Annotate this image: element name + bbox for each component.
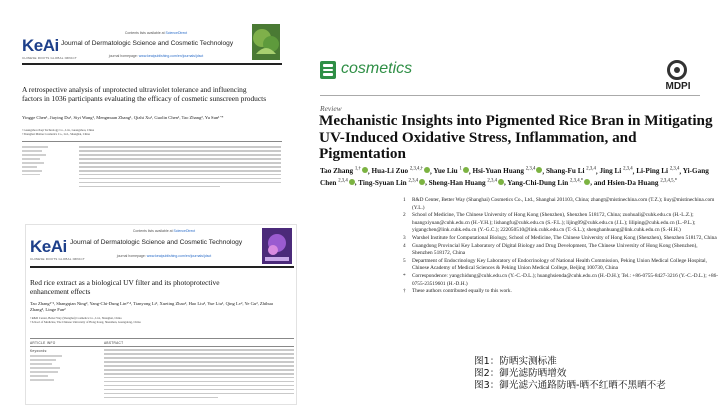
keai-logo-tag: CHINESE ROOTS GLOBAL IMPACT xyxy=(30,257,85,261)
keai-logo-tag: CHINESE ROOTS GLOBAL IMPACT xyxy=(22,56,77,60)
author-name: Tao Zhang xyxy=(320,167,355,176)
paper-2-affiliations xyxy=(30,316,280,324)
mdpi-logo-icon xyxy=(667,60,687,80)
paper-3-authors: Tao Zhang $^{1,\dagger}$ , Hua-Li Zuo $^{2,3,4,\dagger}$ , Yue Liu $^1$ , Hsi-Yuan Huang $^{2,3,4}$ , Shang-Fu Li $^{2,3,4}$, Jing Li $^{2,3,4}$, Li-Ping Li $^{2,3,4}$, Yi-Gang Chen $^{2,3,4}$ , Ting-Syuan Lin $^{2,3,4}$ , Sheng-Han Huang $^{2,3,4}$ , Yang-Chi-Dung Lin $^{2,3,4,*}$ , and Hsien-Da Huang $^{2,3,4,5,*}$ xyxy=(320,167,709,187)
author-affil-sup: 2,3,4 xyxy=(408,178,419,184)
paper-3-affiliations xyxy=(403,197,719,296)
affiliation-row xyxy=(403,235,719,243)
journal-header xyxy=(70,229,258,258)
keai-logo-word: KeAi xyxy=(22,36,59,55)
homepage-link[interactable]: www.keaipublishing.com/en/journals/jdsct xyxy=(138,54,204,58)
homepage-link[interactable]: www.keaipublishing.com/en/journals/jdsct xyxy=(146,254,212,258)
affiliation-number: * xyxy=(403,272,406,279)
contents-available: Contents lists available at ScienceDirect xyxy=(124,31,188,35)
author-affil-sup: 2,3,4 xyxy=(338,178,348,184)
affiliation-number: 4 xyxy=(403,242,406,249)
affiliation-number: 3 xyxy=(403,234,406,241)
author-entry xyxy=(320,167,368,175)
article-info-rule xyxy=(30,338,294,339)
affiliation-number: 5 xyxy=(403,257,406,264)
author-affil-sup: 2,3,4 xyxy=(487,178,497,184)
paper-1-authors: Yingge Chen¹, Jiaying Du¹, Siyi Wang¹, Mengmuan Zhang¹, Qizhi Xu¹, Guolin Chen¹, Tao Zhang², Yu Sun¹’* xyxy=(22,115,224,120)
author-affil-sup: 2,3,4 xyxy=(525,167,536,172)
author-name: Yang-Chi-Dung Lin xyxy=(507,178,571,187)
keywords-label: Keywords: xyxy=(30,349,48,353)
author-name: Li-Ping Li xyxy=(636,167,670,176)
journal-cover-image xyxy=(252,24,280,60)
article-info-rule xyxy=(22,141,282,142)
keywords-column xyxy=(30,349,90,383)
author-entry xyxy=(546,167,596,175)
paper-1-affil-1: ¹ Guangzhou Jiaqi Technology Co., Ltd., Guangzhou, China xyxy=(22,128,95,132)
mdpi-logo xyxy=(657,60,699,94)
author-entry xyxy=(371,167,430,175)
author-affil-sup: 2,3,4,5,* xyxy=(660,178,678,184)
caption-line-1: 图1：防晒实测标准 xyxy=(474,356,557,367)
article-type: Review xyxy=(320,104,342,113)
author-entry xyxy=(507,179,590,187)
affiliation-text: Warshel Institute for Computational Biology, School of Medicine, The Chinese University of Hong Kong (Shenzhen), Shenzhen 518172, China xyxy=(412,234,717,241)
header-rule xyxy=(30,266,294,268)
author-name: Hsi-Yuan Huang xyxy=(472,167,526,176)
keywords-column xyxy=(22,146,67,178)
paper-3-title: Mechanistic Insights into Pigmented Rice Bran in Mitigating UV-Induced Oxidative Stress, Inflammation, and Pigmentation xyxy=(319,112,713,162)
author-name: Yi-Gang Chen xyxy=(320,167,709,187)
paper-2-page xyxy=(25,224,297,405)
affiliation-text: School of Medicine, The Chinese University of Hong Kong (Shenzhen), Shenzhen 518172, China; zuohuali@cuhk.edu.cn (H.-L.Z.); huangxiyuan@cuhk.edu.cn (H.-Y.H.); lishangfu@cuhk.edu.cn (S.-F.L.); lijing09@cuhk.edu.cn (J.L.); liliping@cuhk.edu.cn (L.-P.L.); yigangchen@link.cuhk.edu.cn (Y.-G.C.); 222050510@link.cuhk.edu.cn (T.-S.L.); shenghanhuang@link.cuhk.edu.cn (S.-H.H.) xyxy=(412,212,696,234)
affiliation-row xyxy=(403,273,719,288)
journal-header xyxy=(61,31,251,58)
affiliation-number: 1 xyxy=(403,197,406,203)
affiliation-row xyxy=(403,212,719,235)
affiliation-text: Guangdong Provincial Key Laboratory of Digital Biology and Drug Development, The Chinese University of Hong Kong (Shenzhen), Shenzhen 518172, China xyxy=(412,242,698,257)
paper-1-title: A retrospective analysis of unprotected ultraviolet tolerance and influencing factors in 1036 participants evaluating the efficacy of cosmetic sunscreen products xyxy=(22,85,267,103)
journal-homepage: journal homepage: www.keaipublishing.com/en/journals/jdsct xyxy=(108,54,204,58)
author-name: Ting-Syuan Lin xyxy=(358,178,409,187)
affiliation-text: These authors contributed equally to this work. xyxy=(412,288,512,295)
journal-name: Journal of Dermatologic Science and Cosmetic Technology xyxy=(70,239,243,246)
author-entry xyxy=(636,167,679,175)
journal-name: Journal of Dermatologic Science and Cosmetic Technology xyxy=(61,40,234,47)
header-rule xyxy=(320,95,700,96)
abstract-text xyxy=(79,146,281,190)
cosmetics-journal-name: cosmetics xyxy=(341,60,413,77)
affiliation-row xyxy=(403,258,719,273)
sciencedirect-link[interactable]: ScienceDirect xyxy=(173,229,196,233)
affiliation-row xyxy=(403,288,719,296)
author-entry xyxy=(358,179,425,187)
paper-2-authors: Tao Zhang¹’², Shangqian Ning², Yang-Chi-Dung Lin³’⁴, Tianyong Li³, Xueting Zhao², Hao Liu², Yue Liu¹, Qing Lv², Ye Gu², Zhihua Zhang², Linge Fan² xyxy=(30,301,273,312)
author-name: Sheng-Han Huang xyxy=(428,178,488,187)
author-affil-sup: 2,3,4 xyxy=(623,167,633,172)
header-rule xyxy=(22,63,282,65)
author-entry xyxy=(472,167,542,175)
caption-line-3: 图3：御光滤六通路防晒-晒不红晒不黑晒不老 xyxy=(474,380,666,391)
author-affil-sup: 2,3,4,* xyxy=(570,178,584,184)
mdpi-logo-text: MDPI xyxy=(665,81,691,92)
affiliation-row xyxy=(403,243,719,258)
article-info-label: ARTICLE INFO xyxy=(30,341,56,345)
author-entry xyxy=(594,179,677,187)
author-entry xyxy=(599,167,632,175)
affiliation-number: 2 xyxy=(403,212,406,219)
author-entry xyxy=(429,179,504,187)
paper-2-title: Red rice extract as a biological UV filter and its photoprotective enhancement effects xyxy=(30,278,220,296)
affiliation-row xyxy=(403,197,719,212)
author-affil-sup: 1 xyxy=(459,167,462,172)
keai-logo-word: KeAi xyxy=(30,237,67,256)
author-name: Yue Liu xyxy=(433,167,460,176)
paper-2-affil-2: ² School of Medicine, The Chinese University of Hong Kong, Shenzhen, Guangdong, China xyxy=(30,320,141,324)
author-name: Jing Li xyxy=(599,167,624,176)
abstract-label: ABSTRACT xyxy=(104,341,124,345)
caption-line-2: 图2：御光滤防晒增效 xyxy=(474,368,567,379)
author-name: Hua-Li Zuo xyxy=(371,167,410,176)
figure-caption xyxy=(474,356,666,392)
journal-homepage: journal homepage: www.keaipublishing.com/en/journals/jdsct xyxy=(116,254,212,258)
affiliation-text: R&D Center, Better Way (Shanghai) Cosmetics Co., Ltd., Shanghai 201103, China; zhangt@mistinechina.com (T.Z.); liuy@mistinechina.com (Y.L.) xyxy=(412,197,715,211)
author-entry xyxy=(433,167,469,175)
author-affil-sup: 2,3,4 xyxy=(586,167,596,172)
paper-1-page xyxy=(19,18,287,198)
abstract-rule xyxy=(30,346,294,347)
author-affil-sup: 2,3,4 xyxy=(669,167,680,172)
affiliation-text: Department of Endocrinology Key Laboratory of Endocrinology of National Health Commission, Peking Union Medical College Hospital, Chinese Academy of Medical Sciences & Peking Union Medical College, Beijing 100730, China xyxy=(412,257,707,272)
paper-1-affil-2: ² Shanghai Mstine Cosmetics Co., Ltd., Shanghai, China xyxy=(22,132,90,136)
abstract-text xyxy=(104,349,294,401)
author-affil-sup: 2,3,4,† xyxy=(409,167,424,172)
author-name: Shang-Fu Li xyxy=(545,167,587,176)
author-name: and Hsien-Da Huang xyxy=(593,178,661,187)
contents-available: Contents lists available at ScienceDirect xyxy=(132,229,196,233)
sciencedirect-link[interactable]: ScienceDirect xyxy=(165,31,188,35)
affiliation-text: Correspondence: yangchidung@cuhk.edu.cn (Y.-C.-D.L.); huanghsienda@cuhk.edu.cn (H.-D.H.); Tel.: +86-0755-8427-3216 (Y.-C.-D.L.); +86-0755-23519601 (H.-D.H.) xyxy=(412,272,719,287)
author-affil-sup: 1,† xyxy=(354,167,361,172)
paper-2-affil-1: ¹ R&D Center, Better Way (Shanghai) Cosmetics Co., Ltd., Shanghai, China xyxy=(30,316,122,320)
affiliation-number: † xyxy=(403,288,406,295)
paper-1-affiliations xyxy=(22,128,267,136)
journal-cover-image xyxy=(262,228,292,264)
cosmetics-logo-icon xyxy=(320,61,336,79)
